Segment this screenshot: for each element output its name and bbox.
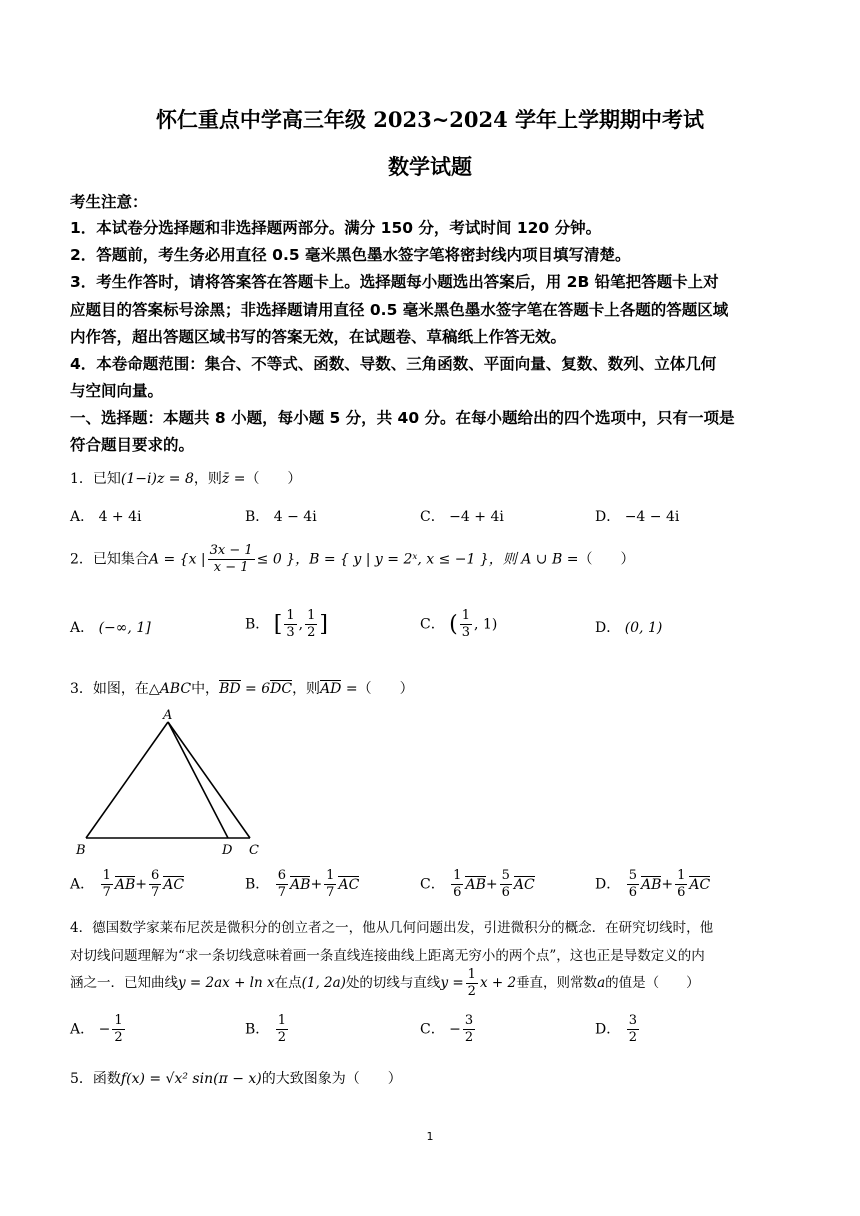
option-value: (0, 1) (624, 620, 663, 636)
question-2-stem (70, 543, 634, 576)
sign: − (98, 1021, 111, 1038)
numerator: 1 (277, 1013, 287, 1028)
q5-function: f(x) = √x² sin(π − x) (120, 1071, 262, 1087)
bracket: [ (273, 612, 283, 637)
fraction (149, 868, 161, 901)
fraction (463, 1013, 475, 1046)
plus-sign: + (485, 876, 498, 893)
q2-union: ，则 A ∪ B = (488, 551, 579, 568)
q4-text: 涵之一．已知曲线 (70, 975, 178, 991)
answer-blank: （ ） (578, 551, 635, 568)
denominator: 6 (628, 885, 637, 900)
denominator: 3 (286, 625, 295, 640)
vertex-label-c: C (249, 843, 259, 858)
denominator: 7 (102, 885, 111, 900)
q3-option-c[interactable] (420, 868, 535, 901)
plus-sign: + (310, 876, 323, 893)
numerator: 1 (114, 1013, 123, 1028)
numerator: 1 (326, 868, 335, 883)
option-label: D． (595, 876, 621, 893)
option-value: 4 + 4i (98, 509, 142, 525)
option-label: B． (245, 616, 270, 633)
side-ab (86, 722, 168, 838)
option-value: , 1) (474, 616, 498, 633)
vector-ac: AC (689, 876, 711, 893)
denominator: 7 (277, 885, 287, 900)
fraction (627, 868, 639, 901)
numerator: 1 (102, 868, 111, 883)
numerator: 6 (277, 868, 287, 883)
option-value: −4 − 4i (624, 509, 680, 525)
option-value: (−∞, 1] (98, 620, 151, 636)
q1-option-a[interactable] (70, 506, 142, 526)
fraction (460, 608, 472, 641)
denominator: 6 (501, 885, 510, 900)
q4-text: 的值是 (605, 975, 646, 991)
numerator: 1 (453, 868, 462, 883)
fraction (627, 1013, 639, 1046)
numerator: 1 (286, 608, 295, 623)
vector-ab: AB (640, 876, 662, 893)
option-value: 4 − 4i (273, 509, 317, 525)
q3-triangle: ABC (159, 681, 192, 697)
numerator: 1 (461, 608, 471, 623)
vertex-label-b: B (76, 843, 86, 858)
segment-ad (168, 722, 228, 838)
vector-bd: BD (219, 681, 241, 697)
question-5-stem (70, 1068, 402, 1088)
sign: − (449, 1021, 461, 1038)
q3-text: 中， (191, 681, 220, 697)
fraction (466, 967, 478, 1000)
denominator: 7 (326, 885, 335, 900)
numerator: 3 (464, 1013, 474, 1028)
option-label: D． (595, 1021, 621, 1038)
option-label: C． (420, 509, 445, 525)
q1-conjugate: z̄ = (221, 471, 246, 487)
numerator: 1 (677, 868, 686, 883)
q3-option-d[interactable] (595, 868, 710, 901)
denominator: 2 (467, 984, 476, 999)
notice-item: 2．答题前，考生务必用直径 0.5 毫米黑色墨水签字笔将密封线内项目填写清楚。 (70, 246, 631, 264)
q4-option-b[interactable] (245, 1013, 290, 1046)
denominator: 2 (114, 1030, 123, 1045)
bracket: ] (319, 612, 328, 637)
vector-ab: AB (465, 876, 486, 893)
question-1-stem (70, 468, 301, 488)
q2-text: 2．已知集合 (70, 551, 149, 568)
q2-set-a: A = {x | (148, 551, 206, 568)
option-label: C． (420, 616, 445, 633)
question-4-line-1: 4．德国数学家莱布尼茨是微积分的创立者之一，他从几何问题出发，引进微积分的概念．在研究切线时，他 (70, 920, 714, 936)
notice-item: 与空间向量。 (70, 382, 164, 400)
fraction (284, 608, 296, 641)
option-label: A． (70, 620, 95, 636)
fraction (500, 868, 512, 901)
denominator: 2 (464, 1030, 474, 1045)
option-label: B． (245, 876, 270, 893)
q2-option-b[interactable]: B． [ $\frac{1}{3}$ , $\frac{1}{2}$ ] (245, 608, 328, 640)
question-4-line-3 (70, 967, 700, 1000)
denominator: 6 (677, 885, 686, 900)
question-3-stem (70, 678, 414, 698)
vector-ac: AC (338, 876, 360, 893)
q2-fraction (208, 543, 255, 576)
q2-set-a-end: ≤ 0 } (256, 551, 296, 568)
notice-heading: 考生注意： (70, 193, 148, 211)
q4-option-c[interactable] (420, 1013, 477, 1046)
fraction (276, 1013, 288, 1046)
vector-ad: AD (320, 681, 342, 697)
q4-line: y = (440, 975, 464, 991)
answer-blank: （ ） (245, 471, 302, 487)
q3-text: ，则 (292, 681, 321, 697)
q4-option-a[interactable] (70, 1013, 127, 1046)
option-label: B． (245, 509, 270, 525)
vertex-label-d: D (222, 843, 233, 858)
notice-item: 3．考生作答时，请将答案答在答题卡上。选择题每小题选出答案后，用 2B 铅笔把答题卡上对 (70, 273, 719, 291)
q3-option-b[interactable] (245, 868, 359, 901)
fraction (112, 1013, 124, 1046)
option-label: A． (70, 876, 95, 893)
notice-item: 4．本卷命题范围：集合、不等式、函数、导数、三角函数、平面向量、复数、数列、立体几何 (70, 355, 717, 373)
denominator: 2 (307, 625, 316, 640)
option-label: C． (420, 876, 445, 893)
q3-text: 3．如图，在△ (70, 681, 160, 697)
q4-point: (1, 2a) (301, 975, 346, 991)
fraction (305, 608, 317, 641)
q1-equation: (1−i)z = 8 (120, 471, 194, 487)
numerator: 1 (307, 608, 316, 623)
notice-item: 应题目的答案标号涂黑；非选择题请用直径 0.5 毫米黑色墨水签字笔在答题卡上各题的答题区域 (70, 301, 729, 319)
option-label: A． (70, 1021, 95, 1038)
q4-text: 在点 (274, 975, 302, 991)
answer-blank: （ ） (357, 681, 414, 697)
q4-option-d[interactable] (595, 1013, 641, 1046)
q3-equation: = 6 (240, 681, 271, 697)
fraction (276, 868, 288, 901)
option-label: A． (70, 509, 95, 525)
exam-title: 怀仁重点中学高三年级 2023~2024 学年上学期期中考试 (155, 107, 705, 132)
q1-option-b[interactable] (245, 506, 317, 526)
q5-text: 的大致图象为 (261, 1071, 346, 1087)
exam-subtitle: 数学试题 (388, 154, 472, 179)
q3-equals: = (341, 681, 358, 697)
vector-ab: AB (114, 876, 136, 893)
q1-text: 1．已知 (70, 471, 121, 487)
q2-option-a[interactable] (70, 617, 151, 637)
section-heading-cont: 符合题目要求的。 (70, 436, 195, 454)
q2-option-d[interactable] (595, 617, 662, 637)
numerator: 1 (467, 967, 476, 982)
q1-option-c[interactable] (420, 506, 504, 526)
option-label: D． (595, 620, 621, 636)
answer-blank: （ ） (345, 1071, 402, 1087)
denominator: 2 (628, 1030, 637, 1045)
denominator: 6 (453, 885, 462, 900)
numerator: 3 (628, 1013, 637, 1028)
q2-set-b: ，B = { y | y = 2ˣ, x ≤ −1 } (295, 551, 489, 568)
q3-option-a[interactable] (70, 868, 184, 901)
q4-text: 处的切线与直线 (345, 975, 441, 991)
answer-blank: （ ） (645, 975, 700, 991)
plus-sign: + (135, 876, 147, 893)
option-label: D． (595, 509, 621, 525)
vector-ab: AB (290, 876, 311, 893)
fraction (675, 868, 687, 901)
question-4-line-2: 对切线问题理解为“求一条切线意味着画一条直线连接曲线上距离无穷小的两个点”，这也正是导数定义的内 (70, 948, 705, 964)
section-heading: 一、选择题：本题共 8 小题，每小题 5 分，共 40 分。在每小题给出的四个选项中，只有一项是 (70, 409, 735, 427)
q4-text: 垂直，则常数 (516, 975, 598, 991)
numerator: 6 (151, 868, 160, 883)
triangle-figure (72, 708, 272, 858)
numerator: 5 (628, 868, 637, 883)
fraction (324, 868, 336, 901)
vector-dc: DC (270, 681, 293, 697)
plus-sign: + (661, 876, 674, 893)
option-label: C． (420, 1021, 445, 1038)
numerator: 5 (501, 868, 510, 883)
vertex-label-a: A (163, 708, 173, 723)
q1-text: ，则 (193, 471, 222, 487)
q5-text: 5．函数 (70, 1071, 121, 1087)
denominator: 2 (277, 1030, 287, 1045)
q4-variable: a (597, 975, 606, 991)
denominator: x − 1 (213, 560, 249, 575)
bracket: ( (449, 612, 458, 637)
vector-ac: AC (513, 876, 535, 893)
q4-line: x + 2 (479, 975, 517, 991)
side-ac (168, 722, 250, 838)
denominator: 3 (461, 625, 471, 640)
notice-item: 1．本试卷分选择题和非选择题两部分。满分 150 分，考试时间 120 分钟。 (70, 219, 602, 237)
fraction (101, 868, 113, 901)
notice-item: 内作答，超出答题区域书写的答案无效，在试题卷、草稿纸上作答无效。 (70, 328, 567, 346)
vector-ac: AC (163, 876, 185, 893)
q4-curve: y = 2ax + ln x (178, 975, 275, 991)
fraction (451, 868, 463, 901)
denominator: 7 (151, 885, 160, 900)
q1-option-d[interactable] (595, 506, 679, 526)
option-label: B． (245, 1021, 270, 1038)
page-number: 1 (426, 1130, 434, 1143)
numerator: 3x − 1 (209, 543, 253, 558)
q2-option-c[interactable] (420, 608, 497, 641)
option-value: −4 + 4i (449, 509, 504, 525)
